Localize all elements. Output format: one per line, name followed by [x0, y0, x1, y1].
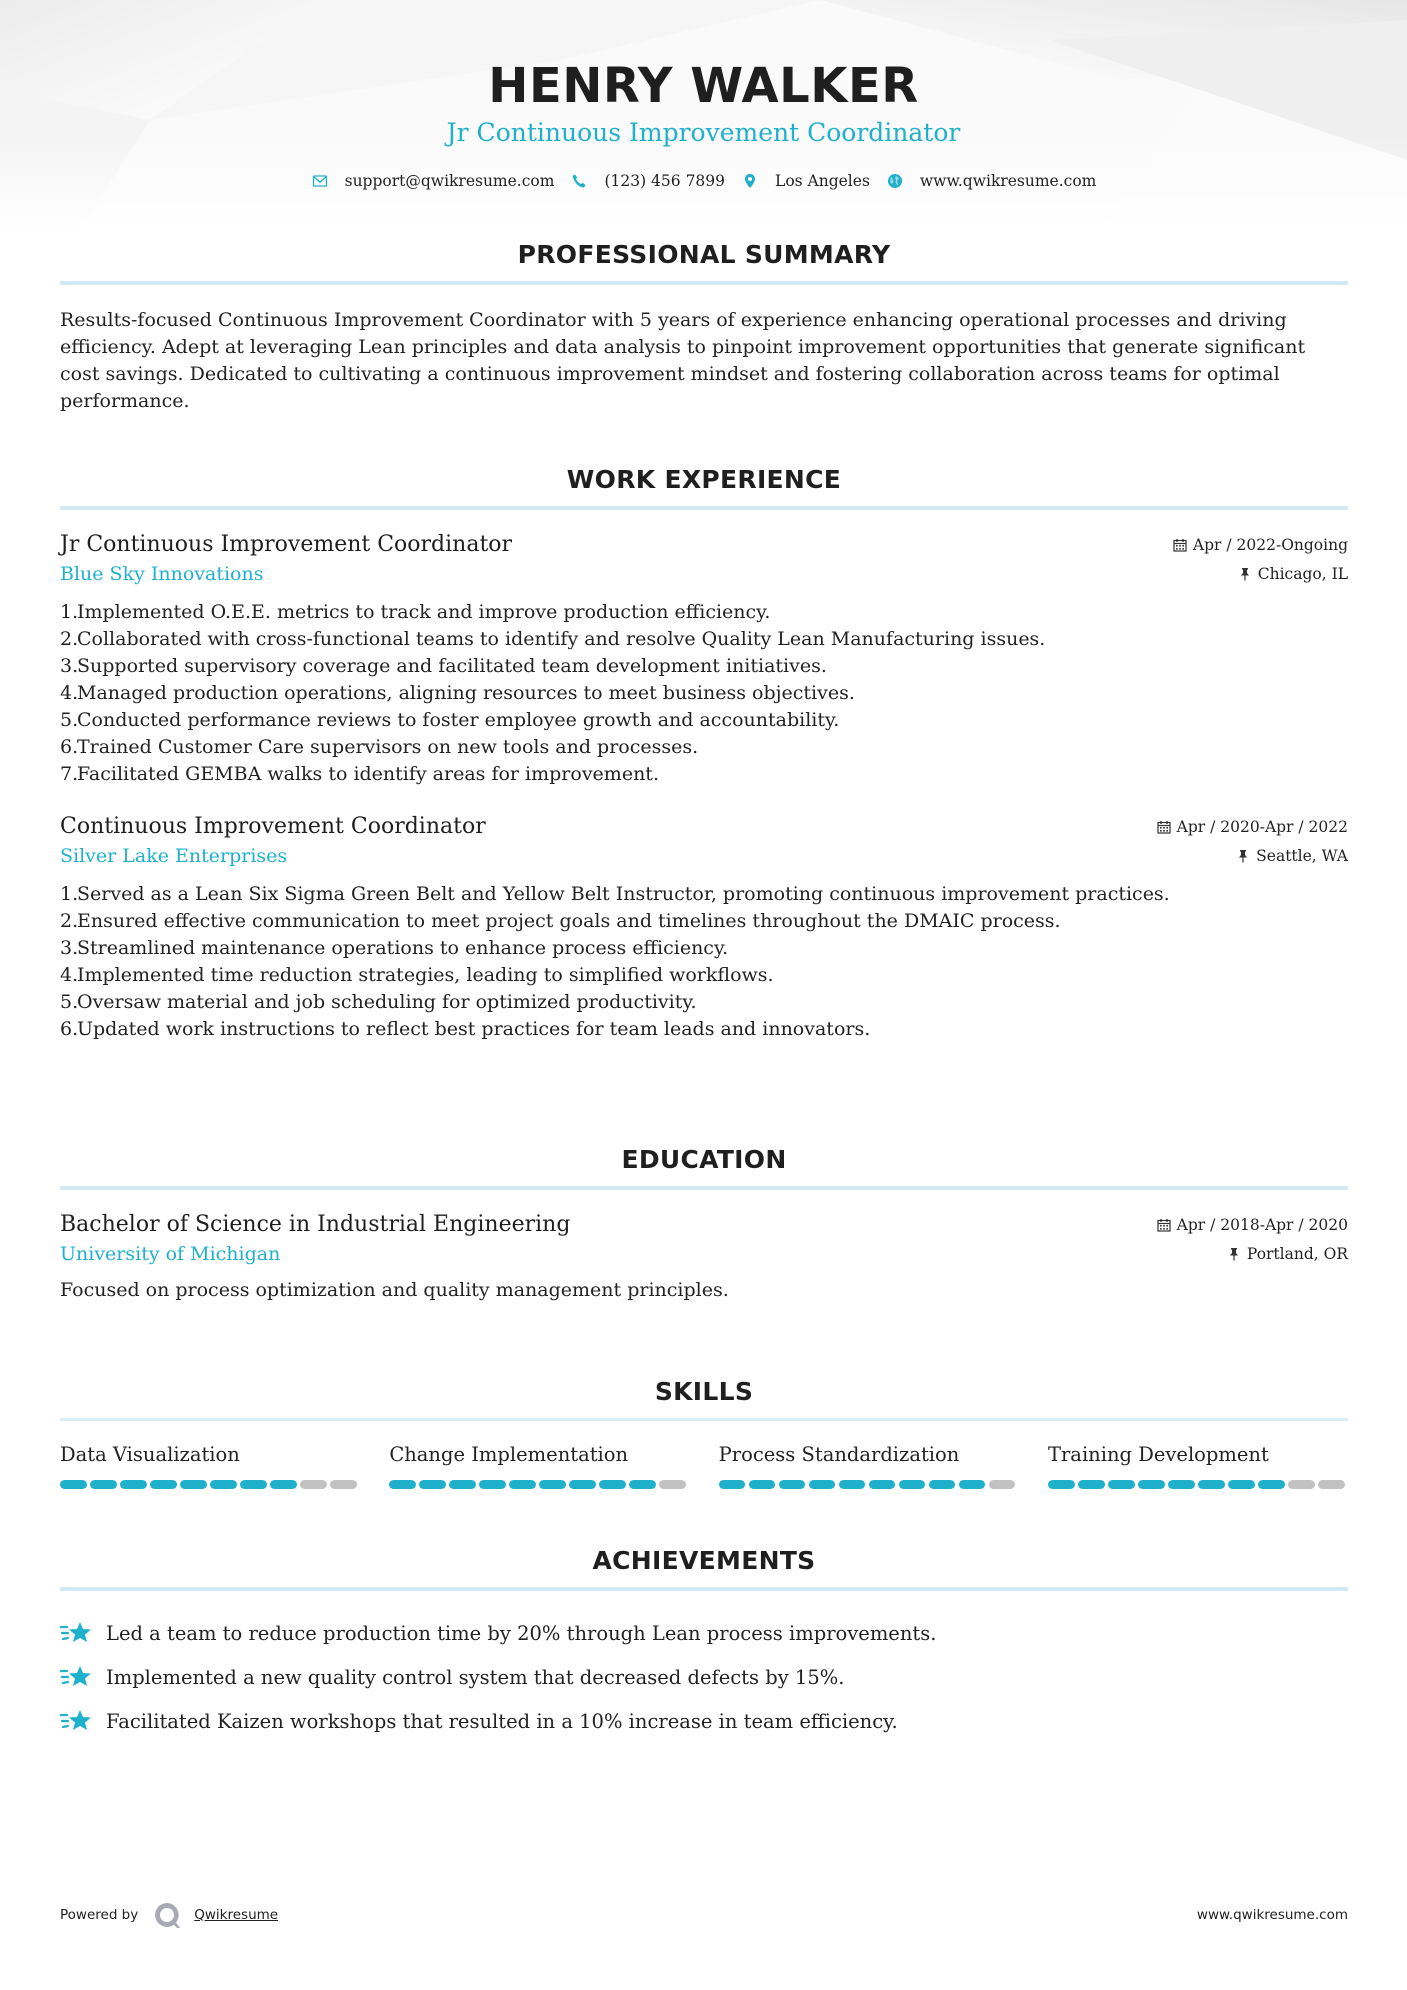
job-entry	[60, 532, 1348, 788]
skill-segment	[1078, 1480, 1105, 1489]
globe-icon	[886, 172, 904, 190]
skill-segment	[270, 1480, 297, 1489]
skill-segment	[809, 1480, 836, 1489]
skill-segment	[300, 1480, 327, 1489]
skill-segment	[1318, 1480, 1345, 1489]
company-name: Silver Lake Enterprises	[60, 845, 288, 867]
skill-segment	[1168, 1480, 1195, 1489]
footer-website-link[interactable]: www.qwikresume.com	[1196, 1907, 1348, 1923]
list-item: 7. Facilitated GEMBA walks to identify areas for improvement.	[60, 763, 659, 785]
skill-item	[1048, 1443, 1348, 1489]
shooting-star-icon	[60, 1662, 94, 1692]
skill-segment	[1108, 1480, 1135, 1489]
envelope-icon	[311, 172, 329, 190]
job-bullets	[60, 881, 1348, 1043]
skill-item	[389, 1443, 689, 1489]
skill-segment	[569, 1480, 596, 1489]
education-section	[60, 1145, 1348, 1304]
phone-text: (123) 456 7899	[604, 172, 726, 190]
contact-location	[741, 172, 870, 190]
qwikresume-logo-icon	[152, 1900, 182, 1930]
achievement-text: Led a team to reduce production time by 20% through Lean process improvements.	[106, 1621, 937, 1645]
skill-segment	[180, 1480, 207, 1489]
skill-segment	[1048, 1480, 1075, 1489]
section-divider	[60, 1186, 1348, 1190]
achievement-item	[60, 1611, 1348, 1655]
section-heading: EDUCATION	[621, 1145, 787, 1174]
skill-segment	[779, 1480, 806, 1489]
contact-bar	[0, 172, 1407, 190]
skill-segment	[90, 1480, 117, 1489]
achievement-text: Implemented a new quality control system that decreased defects by 15%.	[106, 1665, 845, 1689]
list-item: 6. Updated work instructions to reflect best practices for team leads and innovators.	[60, 1018, 871, 1040]
pushpin-icon	[1238, 567, 1252, 581]
skill-segment	[749, 1480, 776, 1489]
skill-level-bar	[60, 1480, 360, 1489]
map-marker-icon	[741, 172, 759, 190]
school-name: University of Michigan	[60, 1243, 281, 1265]
list-item: 4. Managed production operations, aligning resources to meet business objectives.	[60, 682, 855, 704]
skill-segment	[449, 1480, 476, 1489]
skill-segment	[330, 1480, 357, 1489]
calendar-icon	[1157, 1218, 1171, 1232]
achievement-text: Facilitated Kaizen workshops that resulted in a 10% increase in team efficiency.	[106, 1709, 898, 1733]
skill-level-bar	[389, 1480, 689, 1489]
contact-phone[interactable]	[570, 172, 725, 190]
list-item: 6. Trained Customer Care supervisors on new tools and processes.	[60, 736, 699, 758]
section-divider	[60, 1418, 1348, 1421]
location-text: Los Angeles	[775, 172, 870, 190]
education-description: Focused on process optimization and quality management principles.	[60, 1279, 729, 1301]
skill-segment	[959, 1480, 986, 1489]
skill-segment	[120, 1480, 147, 1489]
contact-website[interactable]	[886, 172, 1096, 190]
degree: Bachelor of Science in Industrial Engineering	[60, 1212, 571, 1237]
skill-segment	[509, 1480, 536, 1489]
list-item: 1. Implemented O.E.E. metrics to track and improve production efficiency.	[60, 601, 771, 623]
shooting-star-icon	[60, 1706, 94, 1736]
summary-text: Results-focused Continuous Improvement Coordinator with 5 years of experience enhancing operational processes and driving efficiency. Adept at leveraging Lean principles and data analysis to pinpoint improvement opportunities that generate significant cost savings. Dedicated to cultivating a continuous improvement mindset and fostering collaboration across teams for optimal performance.	[60, 309, 1306, 412]
section-divider	[60, 506, 1348, 510]
section-heading: PROFESSIONAL SUMMARY	[517, 240, 891, 269]
candidate-name: HENRY WALKER	[488, 58, 919, 114]
section-divider	[60, 281, 1348, 285]
list-item: 1. Served as a Lean Six Sigma Green Belt and Yellow Belt Instructor, promoting continuous improvement practices.	[60, 883, 1170, 905]
experience-section	[60, 465, 1348, 1043]
calendar-icon	[1157, 820, 1171, 834]
education-entry	[60, 1212, 1348, 1304]
skill-segment	[210, 1480, 237, 1489]
skill-segment	[1288, 1480, 1315, 1489]
skill-segment	[839, 1480, 866, 1489]
skill-segment	[60, 1480, 87, 1489]
skill-item	[60, 1443, 360, 1489]
skills-section	[60, 1377, 1348, 1489]
section-divider	[60, 1587, 1348, 1591]
list-item: 3. Streamlined maintenance operations to enhance process efficiency.	[60, 937, 729, 959]
skill-segment	[479, 1480, 506, 1489]
skill-segment	[1138, 1480, 1165, 1489]
website-text: www.qwikresume.com	[919, 172, 1097, 190]
education-dates: Apr / 2018-Apr / 2020	[1176, 1216, 1348, 1234]
skill-segment	[719, 1480, 746, 1489]
section-heading: WORK EXPERIENCE	[566, 465, 842, 494]
job-location: Seattle, WA	[1256, 847, 1348, 865]
powered-by-label: Powered by	[60, 1907, 139, 1923]
job-dates: Apr / 2020-Apr / 2022	[1176, 818, 1348, 836]
list-item: 2. Ensured effective communication to meet project goals and timelines throughout the DMAIC process.	[60, 910, 1061, 932]
job-dates: Apr / 2022-Ongoing	[1192, 536, 1348, 554]
summary-section	[60, 240, 1348, 415]
job-entry	[60, 814, 1348, 1043]
job-bullets	[60, 599, 1348, 788]
company-name: Blue Sky Innovations	[60, 563, 264, 585]
skill-segment	[989, 1480, 1016, 1489]
list-item: 5. Conducted performance reviews to foster employee growth and accountability.	[60, 709, 840, 731]
skill-item	[719, 1443, 1019, 1489]
skill-segment	[1228, 1480, 1255, 1489]
job-title: Continuous Improvement Coordinator	[60, 814, 486, 839]
skill-segment	[150, 1480, 177, 1489]
achievement-item	[60, 1655, 1348, 1699]
calendar-icon	[1173, 538, 1187, 552]
footer	[60, 1900, 1348, 1930]
education-location: Portland, OR	[1246, 1245, 1348, 1263]
phone-icon	[570, 172, 588, 190]
pushpin-icon	[1236, 849, 1250, 863]
job-title: Jr Continuous Improvement Coordinator	[60, 532, 513, 557]
candidate-title: Jr Continuous Improvement Coordinator	[446, 118, 961, 147]
skill-segment	[659, 1480, 686, 1489]
skill-segment	[419, 1480, 446, 1489]
skill-segment	[929, 1480, 956, 1489]
qwikresume-link[interactable]: Qwikresume	[194, 1907, 279, 1923]
skill-name: Change Implementation	[389, 1443, 629, 1466]
shooting-star-icon	[60, 1618, 94, 1648]
job-location: Chicago, IL	[1257, 565, 1348, 583]
skill-name: Data Visualization	[60, 1443, 240, 1466]
section-heading: ACHIEVEMENTS	[592, 1546, 816, 1575]
header-background	[0, 0, 1407, 230]
skill-segment	[869, 1480, 896, 1489]
skill-segment	[1198, 1480, 1225, 1489]
skill-segment	[899, 1480, 926, 1489]
skill-level-bar	[719, 1480, 1019, 1489]
skill-level-bar	[1048, 1480, 1348, 1489]
section-heading: SKILLS	[654, 1377, 754, 1406]
skill-segment	[389, 1480, 416, 1489]
list-item: 5. Oversaw material and job scheduling for optimized productivity.	[60, 991, 697, 1013]
skill-name: Training Development	[1047, 1443, 1269, 1466]
email-text: support@qwikresume.com	[344, 172, 555, 190]
achievements-section	[60, 1546, 1348, 1743]
skill-segment	[240, 1480, 267, 1489]
achievement-item	[60, 1699, 1348, 1743]
skill-name: Process Standardization	[718, 1443, 960, 1466]
skill-segment	[1258, 1480, 1285, 1489]
pushpin-icon	[1227, 1247, 1241, 1261]
skill-segment	[629, 1480, 656, 1489]
contact-email[interactable]	[311, 172, 555, 190]
list-item: 3. Supported supervisory coverage and facilitated team development initiatives.	[60, 655, 827, 677]
list-item: 4. Implemented time reduction strategies, leading to simplified workflows.	[60, 964, 774, 986]
skill-segment	[539, 1480, 566, 1489]
list-item: 2. Collaborated with cross-functional teams to identify and resolve Quality Lean Manufacturing issues.	[60, 628, 1046, 650]
skill-segment	[599, 1480, 626, 1489]
